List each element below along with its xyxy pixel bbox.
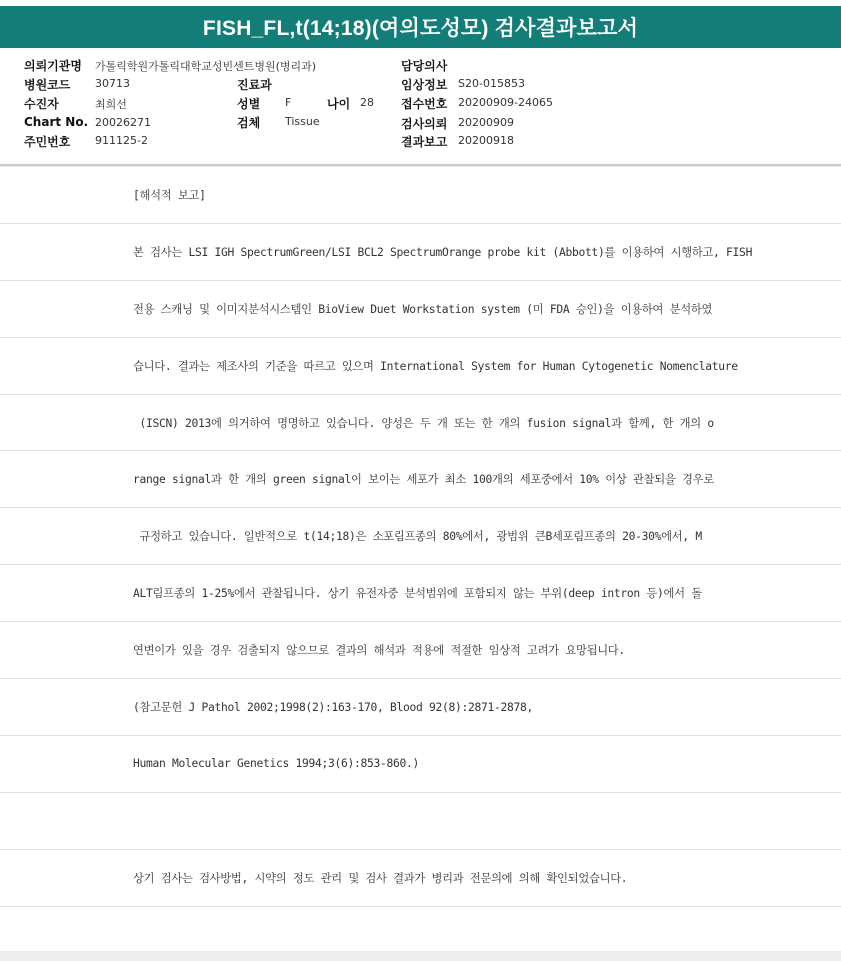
report-date-label: 결과보고 <box>401 135 448 149</box>
request-date-value: 20200909 <box>458 116 514 129</box>
report-date-value: 20200918 <box>458 134 514 147</box>
resident-no-label: 주민번호 <box>24 135 71 149</box>
resident-no-value: 911125-2 <box>95 134 148 147</box>
request-date-label: 검사의뢰 <box>401 117 448 131</box>
specimen-value: Tissue <box>285 115 320 128</box>
report-line-empty <box>0 793 841 850</box>
report-line: 본 검사는 LSI IGH SpectrumGreen/LSI BCL2 SpectrumOrange probe kit (Abbott)를 이용하여 시행하고, FISH <box>0 224 841 281</box>
patient-info-section <box>0 52 841 164</box>
chart-no-value: 20026271 <box>95 116 151 129</box>
clinical-info-value: S20-015853 <box>458 77 525 90</box>
report-line: range signal과 한 개의 green signal이 보이는 세포가 최소 100개의 세포중에서 10% 이상 관찰되을 경우로 <box>0 451 841 508</box>
age-value: 28 <box>360 96 374 109</box>
report-line: (ISCN) 2013에 의거하여 명명하고 있습니다. 양성은 두 개 또는 한 개의 fusion signal과 함께, 한 개의 o <box>0 395 841 452</box>
report-line: 상기 검사는 검사방법, 시약의 정도 관리 및 검사 결과가 병리과 전문의에 의해 확인되었습니다. <box>0 850 841 907</box>
report-line: Human Molecular Genetics 1994;3(6):853-860.) <box>0 736 841 793</box>
receipt-no-label: 접수번호 <box>401 97 448 111</box>
hospital-code-value: 30713 <box>95 77 130 90</box>
department-label: 진료과 <box>237 78 272 92</box>
age-label: 나이 <box>327 97 351 111</box>
recipient-value: 최희선 <box>95 98 127 111</box>
hospital-code-label: 병원코드 <box>24 78 71 92</box>
report-line: 습니다. 결과는 제조사의 기준을 따르고 있으며 International System for Human Cytogenetic Nomenclature <box>0 338 841 395</box>
specimen-label: 검체 <box>237 116 261 130</box>
bottom-scroll-strip <box>0 951 841 961</box>
chart-no-label: Chart No. <box>24 115 89 129</box>
report-title: FISH_FL,t(14;18)(여의도성모) 검사결과보고서 <box>0 6 841 48</box>
sex-label: 성별 <box>237 97 261 111</box>
interpretive-report <box>0 167 841 907</box>
requesting-institution-value: 가톨릭학원가톨릭대학교성빈센트병원(병리과) <box>95 60 317 73</box>
report-line: 전용 스캐닝 및 이미지분석시스템인 BioView Duet Workstation system (미 FDA 승인)을 이용하여 분석하였 <box>0 281 841 338</box>
report-line: (참고문헌 J Pathol 2002;1998(2):163-170, Blood 92(8):2871-2878, <box>0 679 841 736</box>
report-line: 연변이가 있을 경우 검출되지 않으므로 결과의 해석과 적용에 적절한 임상적 고려가 요망됩니다. <box>0 622 841 679</box>
doctor-label: 담당의사 <box>401 59 448 73</box>
report-line: 규정하고 있습니다. 일반적으로 t(14;18)은 소포림프종의 80%에서, 광범위 큰B세포림프종의 20-30%에서, M <box>0 508 841 565</box>
recipient-label: 수진자 <box>24 97 59 111</box>
requesting-institution-label: 의뢰기관명 <box>24 59 82 73</box>
report-line: [해석적 보고] <box>0 167 841 224</box>
sex-value: F <box>285 96 292 109</box>
report-line: ALT림프종의 1-25%에서 관찰됩니다. 상기 유전자중 분석범위에 포함되지 않는 부위(deep intron 등)에서 돌 <box>0 565 841 622</box>
receipt-no-value: 20200909-24065 <box>458 96 553 109</box>
clinical-info-label: 임상정보 <box>401 78 448 92</box>
